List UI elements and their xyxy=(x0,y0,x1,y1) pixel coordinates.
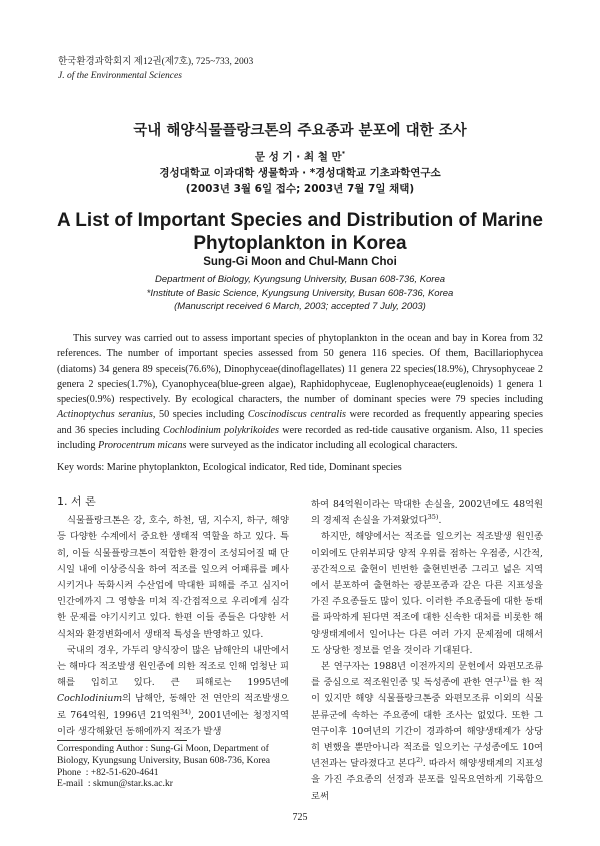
english-affiliation xyxy=(0,273,600,314)
citation-ref: 35) xyxy=(427,513,439,522)
abstract-species-2: Coscinodiscus centralis xyxy=(247,409,347,421)
journal-citation xyxy=(58,55,253,83)
intro-paragraph-4-text-a: 본 연구자는 1988년 이전까지의 문헌에서 와편모조류를 중심으로 적조원인종 및 독성종에 관한 연구 xyxy=(311,661,543,689)
journal-citation-english: J. of the Environmental Sciences xyxy=(58,71,182,81)
intro-paragraph-2-continued xyxy=(311,497,543,529)
english-authors: Sung-Gi Moon and Chul-Mann Choi xyxy=(203,256,397,268)
abstract-text-1: This survey was carried out to assess important species of phytoplankton in the ocean and bay in Korea from 32 references. The number of important species assessed from 50 genera 116 species. Of them, Bacillariophycea (diatoms) 34 genera 89 speceis(76.6%), Dinophyceae(dinoflagellates) 11 genera 22 species(18.9%), Chrysophyceae 2 genera 2 species(1.7%), Cyanophycea(blue-green algae), Raphidophyceae, Euglenophyceae(euglenoids) 1 genera 1 species(0.9%) respectively. By ecological characters, the number of dominant species were 79 species including xyxy=(57,333,543,406)
intro-right-column xyxy=(311,497,543,805)
citation-ref: 1) xyxy=(502,675,510,684)
korean-author-names: 문 성 기 · 최 철 만 xyxy=(254,151,342,163)
abstract-text-2: 50 species including xyxy=(155,409,248,421)
intro-species: Cochlodinium xyxy=(57,693,123,705)
abstract xyxy=(57,331,543,453)
citation-ref: 34) xyxy=(180,707,191,716)
intro-paragraph-2 xyxy=(57,643,289,740)
intro-paragraph-2-text-b: 의 남해안, 동해안 전 연안의 적조발생으로 764억원, 1996년 21억원 xyxy=(57,693,289,721)
korean-dates: (2003년 3월 6일 접수; 2003년 7월 7일 채택) xyxy=(185,183,415,195)
footnote-line: Biology, Kyungsung University, Busan 608-736, Korea xyxy=(57,754,270,766)
korean-authors xyxy=(0,149,600,164)
manuscript-dates: (Manuscript received 6 March, 2003; accepted 7 July, 2003) xyxy=(174,301,426,312)
intro-paragraph-2-text-c: , 2001년에는 청정지역이라 생각해왔던 동해에까지 적조가 발생 xyxy=(57,709,289,737)
abstract-text-4: were recorded as red-tide causative organism. Also, 11 species including xyxy=(57,424,543,452)
abstract-species-1: Actinoptychus seranius, xyxy=(57,409,156,421)
intro-paragraph-4-text-c: . 따라서 해양생태계의 지표성을 가진 주요종의 선정과 분포를 일목요연하게 기록함으로써 xyxy=(311,758,544,802)
citation-ref: 2) xyxy=(416,756,423,765)
intro-paragraph-2-cont-text: 하여 84억원이라는 막대한 손실을, 2002년에도 48억원의 경제적 손실을 가져왔었다 xyxy=(311,499,543,527)
intro-paragraph-1: 식물플랑크톤은 강, 호수, 하천, 댐, 지수지, 하구, 해양 등 다양한 수계에서 중요한 생태적 역할을 하고 있다. 특히, 이들 식물플랑크톤이 적합한 환경이 조성되어질 때 단시일 내에 이상증식을 하여 적조를 일으켜 어패류를 폐사시키거나 독화시켜 수산업에 막대한 피해를 주고 심지어 인간에까지 그 영향을 미쳐 직·간접적으로 우리에게 심각한 문제를 야기시키고 있다. 한편 이들 종들은 다양한 서식처와 환경변화에서 생태적 특성을 반영하고 있다. xyxy=(57,515,289,640)
korean-affiliation: 경성대학교 이과대학 생물학과 · *경성대학교 기초과학연구소 xyxy=(159,167,441,179)
intro-left-column xyxy=(57,494,289,740)
page-number: 725 xyxy=(292,812,308,823)
intro-paragraph-2-cont-end: . xyxy=(438,515,442,527)
abstract-text-5: were surveyed as the indicator including all ecological characters. xyxy=(186,440,458,452)
corresponding-author-footnote xyxy=(57,743,297,790)
english-affiliation-1: Department of Biology, Kyungsung University, Busan 608-736, Korea xyxy=(154,274,446,285)
footnote-phone: Phone : +82-51-620-4641 xyxy=(57,766,159,778)
footnote-line: Corresponding Author : Sung-Gi Moon, Department of xyxy=(57,743,269,754)
keywords: Key words: Marine phytoplankton, Ecological indicator, Red tide, Dominant species xyxy=(57,462,402,473)
english-affiliation-2: *Institute of Basic Science, Kyungsung University, Busan 608-736, Korea xyxy=(146,287,454,299)
journal-citation-korean: 한국환경과학회지 제12권(제7호), 725~733, 2003 xyxy=(58,57,254,67)
section-heading-introduction: 1. 서 론 xyxy=(57,495,96,508)
english-title-line2: Phytoplankton in Korea xyxy=(193,233,407,254)
intro-paragraph-4 xyxy=(311,659,543,805)
english-title xyxy=(0,209,600,255)
intro-paragraph-3: 하지만, 해양에서는 적조를 일으키는 적조발생 원인종 이외에도 단위부피당 양적 우위를 점하는 우점종, 시간적, 공간적으로 출현이 빈번한 출현빈번종 그리고 넓은 지역에서 분포하여 출현하는 광분포종과 같은 다른 지표성을 가진 주요종들도 많이 있다. 이러한 주요종들에 대한 동태를 파악하게 된다면 적조에 대한 신속한 대처를 비롯한 해양생태계에서 일어나는 다른 여러 가지 문제점에 대해서도 상당한 정보를 얻을 것이라 기대된다. xyxy=(311,531,543,656)
intro-paragraph-4-text-b: 를 한 적이 있지만 해양 식물플랑크톤중 와편모조류 이외의 식물분류군에 속하는 주요종에 대한 조사는 없었다. 또한 그 연구이후 10여년의 기간이 경과하여 해양생태계가 상당히 변했을 뿐만아니라 적조를 일으키는 구성종에도 10여년전과는 달라졌다고 본다 xyxy=(311,677,543,770)
english-title-line1: A List of Important Species and Distribution of Marine xyxy=(57,210,543,231)
footnote-email: E-mail : skmun@star.ks.ac.kr xyxy=(57,778,173,790)
korean-title: 국내 해양식물플랑크톤의 주요종과 분포에 대한 조사 xyxy=(133,123,467,139)
abstract-text-3: were recorded as frequently appearing species and 36 species including xyxy=(57,409,543,436)
abstract-species-3: Cochlodinium polykrikoides xyxy=(163,424,279,436)
abstract-species-4: Prorocentrum micans xyxy=(98,440,187,452)
korean-author-mark: * xyxy=(341,149,346,158)
abstract-paragraph xyxy=(57,331,543,453)
footnote-divider xyxy=(57,740,187,741)
intro-paragraph-2-text-a: 국내의 경우, 가두리 양식장이 많은 남해안의 내만에서는 해마다 적조발생 원인종에 의한 적조로 인해 엄청난 피해를 입히고 있다. 큰 피해로는 1995년에 xyxy=(57,644,289,689)
